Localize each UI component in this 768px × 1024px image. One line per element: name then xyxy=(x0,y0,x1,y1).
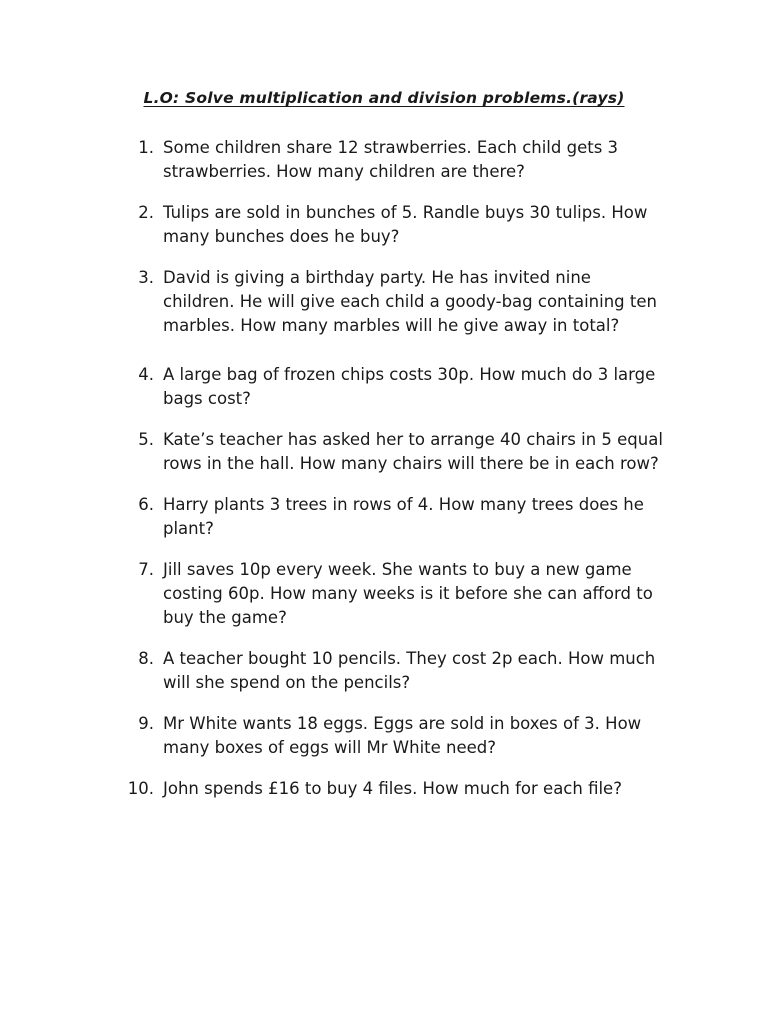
question-text: A teacher bought 10 pencils. They cost 2p each. How much will she spend on the pencils? xyxy=(163,649,656,692)
page-title: L.O: Solve multiplication and division problems.(rays) xyxy=(143,89,625,107)
question-number: 3. xyxy=(138,268,154,287)
question-item xyxy=(0,363,768,411)
question-number: 10. xyxy=(127,779,154,798)
question-item xyxy=(0,428,768,476)
question-number: 1. xyxy=(138,138,154,157)
question-number: 4. xyxy=(138,365,154,384)
question-number: 9. xyxy=(138,714,154,733)
question-text: Mr White wants 18 eggs. Eggs are sold in boxes of 3. How many boxes of eggs will Mr White need? xyxy=(163,714,642,757)
question-number: 2. xyxy=(138,203,154,222)
question-text: John spends £16 to buy 4 files. How much for each file? xyxy=(163,779,622,798)
question-text: A large bag of frozen chips costs 30p. How much do 3 large bags cost? xyxy=(163,365,656,408)
question-number: 8. xyxy=(138,649,154,668)
question-text: Harry plants 3 trees in rows of 4. How many trees does he plant? xyxy=(163,495,644,538)
question-list xyxy=(0,136,768,801)
question-item xyxy=(0,712,768,760)
question-item xyxy=(0,647,768,695)
question-number: 5. xyxy=(138,430,154,449)
question-item xyxy=(0,201,768,249)
question-item xyxy=(0,266,768,338)
question-item xyxy=(0,777,768,801)
question-text: David is giving a birthday party. He has invited nine children. He will give each child a goody-bag containing ten marbles. How many marbles will he give away in total? xyxy=(163,268,657,335)
question-item xyxy=(0,493,768,541)
question-text: Tulips are sold in bunches of 5. Randle buys 30 tulips. How many bunches does he buy? xyxy=(163,203,648,246)
question-text: Some children share 12 strawberries. Each child gets 3 strawberries. How many children are there? xyxy=(163,138,619,181)
question-number: 7. xyxy=(138,560,154,579)
question-number: 6. xyxy=(138,495,154,514)
question-item xyxy=(0,558,768,630)
question-text: Jill saves 10p every week. She wants to buy a new game costing 60p. How many weeks is it before she can afford to buy the game? xyxy=(163,560,653,627)
question-text: Kate’s teacher has asked her to arrange 40 chairs in 5 equal rows in the hall. How many chairs will there be in each row? xyxy=(163,430,663,473)
question-item xyxy=(0,136,768,184)
